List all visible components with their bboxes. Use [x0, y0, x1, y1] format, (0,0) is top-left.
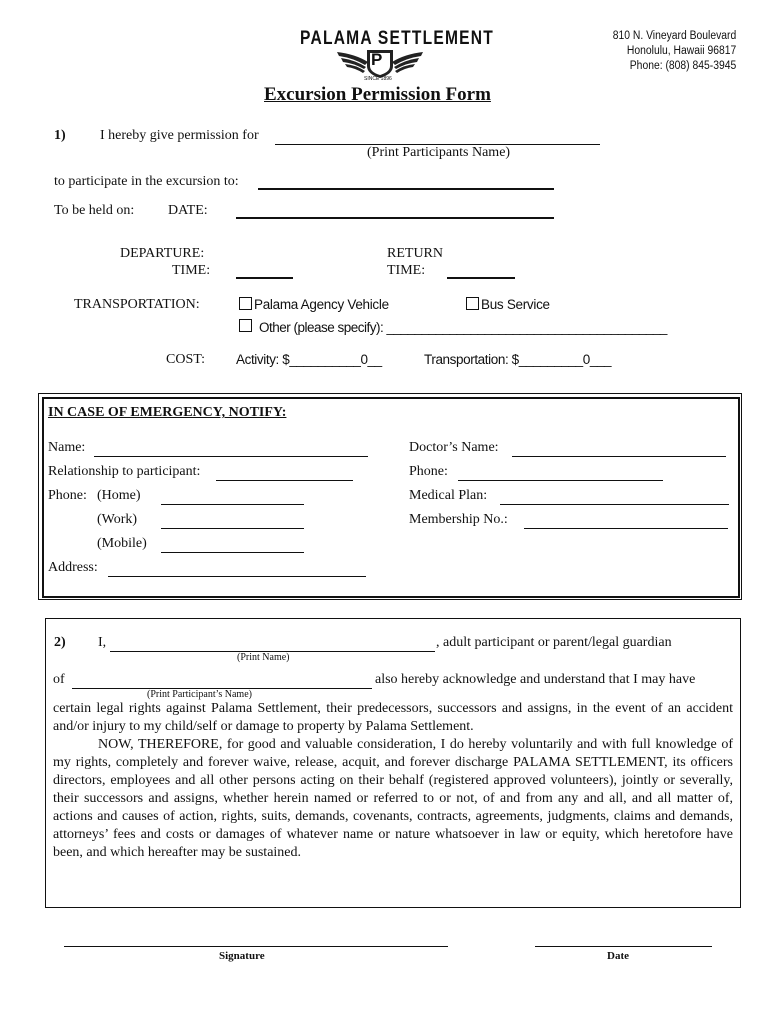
of-label: of [53, 672, 65, 687]
doctor-phone-label: Phone: [409, 464, 448, 479]
i-label: I, [98, 635, 107, 650]
activity-cost-field[interactable]: Activity: $__________0__ [236, 352, 382, 367]
doctor-name-label: Doctor’s Name: [409, 440, 499, 455]
excursion-destination-field[interactable] [258, 188, 554, 190]
membership-label: Membership No.: [409, 512, 508, 527]
org-name: PALAMA SETTLEMENT [300, 28, 495, 49]
emergency-heading: IN CASE OF EMERGENCY, NOTIFY: [48, 405, 287, 420]
work-phone-field[interactable] [161, 528, 304, 529]
other-transport-field[interactable]: Other (please specify): ________________________________________ [259, 320, 667, 335]
return-time-label: TIME: [387, 263, 426, 278]
date-caption: Date [607, 950, 629, 962]
membership-field[interactable] [524, 528, 728, 529]
date-label: DATE: [168, 203, 208, 218]
emergency-box [42, 397, 740, 598]
transportation-label: TRANSPORTATION: [74, 297, 200, 312]
participant-name-caption: (Print Participants Name) [367, 145, 511, 160]
home-phone-label: (Home) [97, 488, 141, 503]
address-label: Address: [48, 560, 98, 575]
phone-line: Phone: (808) 845-3945 [629, 60, 736, 72]
bus-checkbox[interactable] [466, 297, 479, 310]
contact-name-label: Name: [48, 440, 86, 455]
work-phone-label: (Work) [97, 512, 138, 527]
contact-name-field[interactable] [94, 456, 368, 457]
print-name-caption: (Print Name) [237, 652, 290, 663]
relationship-label: Relationship to participant: [48, 464, 201, 479]
departure-time-label: TIME: [172, 263, 211, 278]
return-label: RETURN [387, 246, 443, 261]
form-title: Excursion Permission Form [264, 84, 491, 105]
excursion-label: to participate in the excursion to: [54, 174, 239, 189]
doctor-name-field[interactable] [512, 456, 726, 457]
cost-label: COST: [166, 352, 205, 367]
transportation-cost-field[interactable]: Transportation: $_________0___ [424, 352, 612, 367]
relationship-field[interactable] [216, 480, 353, 481]
medical-plan-label: Medical Plan: [409, 488, 488, 503]
signature-label: Signature [219, 950, 265, 962]
logo-letter: P [371, 50, 383, 69]
logo-since: SINCE 1896 [364, 76, 392, 82]
release-text [53, 700, 733, 862]
address-field[interactable] [108, 576, 366, 577]
phone-label: Phone: [48, 488, 87, 503]
medical-plan-field[interactable] [500, 504, 729, 505]
signature-field[interactable] [64, 946, 448, 947]
departure-label: DEPARTURE: [120, 246, 205, 261]
vehicle-checkbox[interactable] [239, 297, 252, 310]
section-number: 2) [54, 635, 66, 650]
departure-time-field[interactable] [236, 277, 293, 279]
address-line: Honolulu, Hawaii 96817 [626, 45, 736, 57]
org-address [612, 29, 736, 74]
bus-option-label: Bus Service [481, 297, 550, 312]
excursion-date-field[interactable] [236, 217, 554, 219]
guardian-text: , adult participant or parent/legal guardian [436, 635, 672, 650]
participant-caption: (Print Participant’s Name) [147, 689, 252, 700]
vehicle-option-label: Palama Agency Vehicle [254, 297, 389, 312]
permission-text: I hereby give permission for [100, 128, 259, 143]
doctor-phone-field[interactable] [458, 480, 663, 481]
address-line: 810 N. Vineyard Boulevard [612, 30, 736, 42]
date-field[interactable] [535, 946, 712, 947]
mobile-phone-field[interactable] [161, 552, 304, 553]
release-paragraph: NOW, THEREFORE, for good and valuable consideration, I do hereby voluntarily and with full knowledge of my rights, completely and forever waive, release, acquit, and forever discharge PALAMA SETTLEMENT, its officers directors, employees and all other persons acting on their behalf (registered approved volunteers), jointly or severally, their successors and assigns, whether herein named or referred to or not, of and from any and all, and all matter of, actions and causes of action, rights, suits, demands, covenants, contracts, agreements, judgments, claims and demands, attorneys’ fees and costs or damages of whatever name or nature whatsoever in law or equity, which heretofore have been, and which hereafter may be sustained. [53, 737, 733, 860]
acknowledge-text: also hereby acknowledge and understand that I may have [375, 672, 696, 687]
return-time-field[interactable] [447, 277, 515, 279]
release-paragraph: certain legal rights against Palama Settlement, their predecessors, successors and assigns, in the event of an accident and/or injury to my child/self or damage to property by Palama Settlement. [53, 701, 733, 734]
section-number: 1) [54, 128, 66, 143]
mobile-phone-label: (Mobile) [97, 536, 147, 551]
home-phone-field[interactable] [161, 504, 304, 505]
other-transport-checkbox[interactable] [239, 319, 252, 332]
held-on-label: To be held on: [54, 203, 135, 218]
